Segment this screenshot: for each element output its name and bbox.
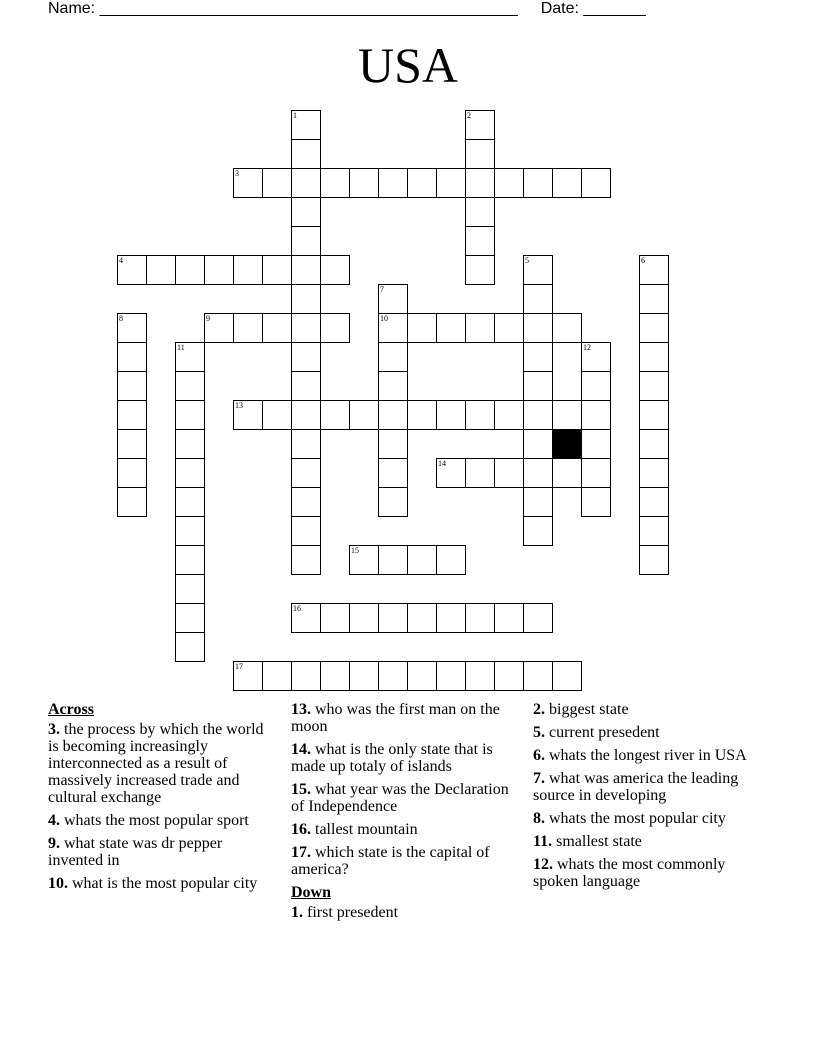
grid-cell[interactable] [465,661,495,691]
name-label: Name: [48,0,96,17]
puzzle-title: USA [357,37,459,93]
grid-cell[interactable] [639,545,669,575]
grid-cell[interactable] [291,429,321,459]
grid-cell[interactable] [465,400,495,430]
down-heading: Down [291,884,332,901]
grid-cell[interactable] [175,545,205,575]
grid-cell[interactable] [523,400,553,430]
grid-cell[interactable] [175,487,205,517]
cell-number: 8 [119,314,123,323]
clue-across-17: 17. which state is the capital of america? [291,844,490,878]
grid-cell[interactable] [494,603,524,633]
grid-cell[interactable] [378,371,408,401]
clue-across-9: 9. what state was dr pepper invented in [48,835,223,869]
clue-down-7: 7. what was america the leading source in developing [533,770,739,804]
grid-cell[interactable] [291,139,321,169]
grid-cell[interactable] [494,458,524,488]
grid-cell[interactable] [552,661,582,691]
grid-cell[interactable] [523,313,553,343]
grid-cell[interactable] [436,458,466,488]
grid-cell[interactable] [407,545,437,575]
black-cell [552,429,582,459]
grid-cell[interactable] [349,168,379,198]
clue-down-5: 5. current presedent [533,724,660,741]
grid-cell[interactable] [639,400,669,430]
grid-cell[interactable] [233,255,263,285]
grid-cell[interactable] [291,226,321,256]
grid-cell[interactable] [378,313,408,343]
grid-cell[interactable] [117,487,147,517]
grid-cell[interactable] [523,661,553,691]
grid-cell[interactable] [117,342,147,372]
name-field[interactable]: _______________________________________________ [99,0,518,17]
cell-number: 2 [467,111,471,120]
grid-cell[interactable] [465,255,495,285]
grid-cell[interactable] [407,603,437,633]
grid-cell[interactable] [523,371,553,401]
cell-number: 10 [380,314,388,323]
grid-cell[interactable] [117,458,147,488]
grid-cell[interactable] [291,487,321,517]
grid-cell[interactable] [262,168,292,198]
grid-cell[interactable] [349,545,379,575]
grid-cell[interactable] [175,429,205,459]
clue-across-3: 3. the process by which the world is becoming increasingly interconnected as a result of massively increased trade and cultural exchange [48,721,264,806]
grid-cell[interactable] [523,284,553,314]
grid-cell[interactable] [291,255,321,285]
grid-cell[interactable] [262,255,292,285]
cell-number: 3 [235,169,239,178]
grid-cell[interactable] [175,603,205,633]
grid-cell[interactable] [175,574,205,604]
grid-cell[interactable] [581,429,611,459]
grid-cell[interactable] [552,400,582,430]
grid-cell[interactable] [639,429,669,459]
grid-cell[interactable] [233,313,263,343]
grid-cell[interactable] [378,545,408,575]
grid-cell[interactable] [494,313,524,343]
clue-column-1 [48,701,274,898]
grid-cell[interactable] [581,342,611,372]
grid-cell[interactable] [175,371,205,401]
grid-cell[interactable] [465,313,495,343]
grid-cell[interactable] [378,400,408,430]
grid-cell[interactable] [117,313,147,343]
clue-across-13: 13. who was the first man on the moon [291,701,500,735]
grid-cell[interactable] [349,603,379,633]
grid-cell[interactable] [175,458,205,488]
grid-cell[interactable] [552,313,582,343]
grid-cell[interactable] [320,400,350,430]
grid-cell[interactable] [639,516,669,546]
grid-cell[interactable] [523,603,553,633]
grid-cell[interactable] [262,313,292,343]
grid-cell[interactable] [465,197,495,227]
grid-cell[interactable] [175,516,205,546]
grid-cell[interactable] [581,400,611,430]
grid-cell[interactable] [233,168,263,198]
cell-number: 14 [438,459,446,468]
grid-cell[interactable] [465,139,495,169]
grid-cell[interactable] [552,458,582,488]
grid-cell[interactable] [378,284,408,314]
cell-number: 6 [641,256,645,265]
grid-cell[interactable] [465,603,495,633]
grid-cell[interactable] [581,168,611,198]
grid-cell[interactable] [291,458,321,488]
grid-cell[interactable] [407,313,437,343]
grid-cell[interactable] [465,110,495,140]
cell-number: 4 [119,256,123,265]
grid-cell[interactable] [117,400,147,430]
grid-cell[interactable] [552,168,582,198]
grid-cell[interactable] [175,342,205,372]
grid-cell[interactable] [494,661,524,691]
grid-cell[interactable] [320,168,350,198]
grid-cell[interactable] [523,458,553,488]
grid-cell[interactable] [436,661,466,691]
grid-cell[interactable] [117,255,147,285]
grid-cell[interactable] [436,313,466,343]
grid-cell[interactable] [291,168,321,198]
grid-cell[interactable] [291,110,321,140]
across-heading: Across [48,701,94,718]
clue-down-2: 2. biggest state [533,701,629,718]
clue-down-12: 12. whats the most commonly spoken language [533,856,726,890]
grid-cell[interactable] [436,545,466,575]
cell-number: 17 [235,662,243,671]
grid-cell[interactable] [117,429,147,459]
clue-across-15: 15. what year was the Declaration of Independence [291,781,509,815]
grid-cell[interactable] [581,487,611,517]
grid-cell[interactable] [291,516,321,546]
grid-cell[interactable] [378,603,408,633]
grid-cell[interactable] [436,603,466,633]
grid-cell[interactable] [320,313,350,343]
grid-cell[interactable] [291,284,321,314]
grid-cell[interactable] [494,400,524,430]
grid-cell[interactable] [639,487,669,517]
grid-cell[interactable] [523,516,553,546]
date-label: Date: [540,0,579,17]
grid-cell[interactable] [175,632,205,662]
grid-cell[interactable] [639,458,669,488]
grid-cell[interactable] [175,255,205,285]
grid-cell[interactable] [639,255,669,285]
grid-cell[interactable] [581,371,611,401]
grid-cell[interactable] [291,603,321,633]
grid-cell[interactable] [465,458,495,488]
grid-cell[interactable] [523,168,553,198]
cell-number: 13 [235,401,243,410]
grid-cell[interactable] [378,487,408,517]
grid-cell[interactable] [436,168,466,198]
grid-cell[interactable] [523,429,553,459]
date-field[interactable]: _______ [583,0,646,17]
grid-cell[interactable] [407,400,437,430]
cell-number: 9 [206,314,210,323]
grid-cell[interactable] [349,400,379,430]
grid-cell[interactable] [291,197,321,227]
grid-cell[interactable] [175,400,205,430]
grid-cell[interactable] [291,313,321,343]
grid-cell[interactable] [233,661,263,691]
grid-cell[interactable] [349,661,379,691]
grid-cell[interactable] [233,400,263,430]
cell-number: 15 [351,546,359,555]
cell-number: 7 [380,285,384,294]
clue-column-2 [291,701,523,927]
clue-across-4: 4. whats the most popular sport [48,812,249,829]
cell-number: 5 [525,256,529,265]
grid-cell[interactable] [378,429,408,459]
grid-cell[interactable] [117,371,147,401]
grid-cell[interactable] [320,603,350,633]
grid-cell[interactable] [320,255,350,285]
grid-cell[interactable] [407,661,437,691]
grid-cell[interactable] [378,661,408,691]
clue-across-10: 10. what is the most popular city [48,875,258,892]
grid-cell[interactable] [320,661,350,691]
grid-cell[interactable] [523,255,553,285]
clue-down-8: 8. whats the most popular city [533,810,726,827]
clue-across-16: 16. tallest mountain [291,821,418,838]
grid-cell[interactable] [262,400,292,430]
clue-down-6: 6. whats the longest river in USA [533,747,747,764]
grid-cell[interactable] [523,342,553,372]
grid-cell[interactable] [639,342,669,372]
grid-cell[interactable] [523,487,553,517]
grid-cell[interactable] [465,168,495,198]
clue-across-14: 14. what is the only state that is made up totaly of islands [291,741,493,775]
clue-down-1: 1. first presedent [291,904,399,921]
cell-number: 11 [177,343,185,352]
cell-number: 16 [293,604,301,613]
grid-cell[interactable] [378,168,408,198]
grid-cell[interactable] [204,313,234,343]
grid-cell[interactable] [581,458,611,488]
grid-cell[interactable] [291,400,321,430]
grid-cell[interactable] [146,255,176,285]
grid-cell[interactable] [436,400,466,430]
grid-cell[interactable] [262,661,292,691]
clue-down-11: 11. smallest state [533,833,642,850]
grid-cell[interactable] [494,168,524,198]
grid-cell[interactable] [639,284,669,314]
grid-cell[interactable] [378,342,408,372]
grid-cell[interactable] [378,458,408,488]
grid-cell[interactable] [639,313,669,343]
grid-cell[interactable] [291,342,321,372]
cell-number: 12 [583,343,591,352]
grid-cell[interactable] [291,661,321,691]
grid-cell[interactable] [465,226,495,256]
cell-number: 1 [293,111,297,120]
grid-cell[interactable] [291,371,321,401]
grid-cell[interactable] [639,371,669,401]
grid-cell[interactable] [291,545,321,575]
clue-column-3 [533,701,765,896]
grid-cell[interactable] [407,168,437,198]
grid-cell[interactable] [204,255,234,285]
